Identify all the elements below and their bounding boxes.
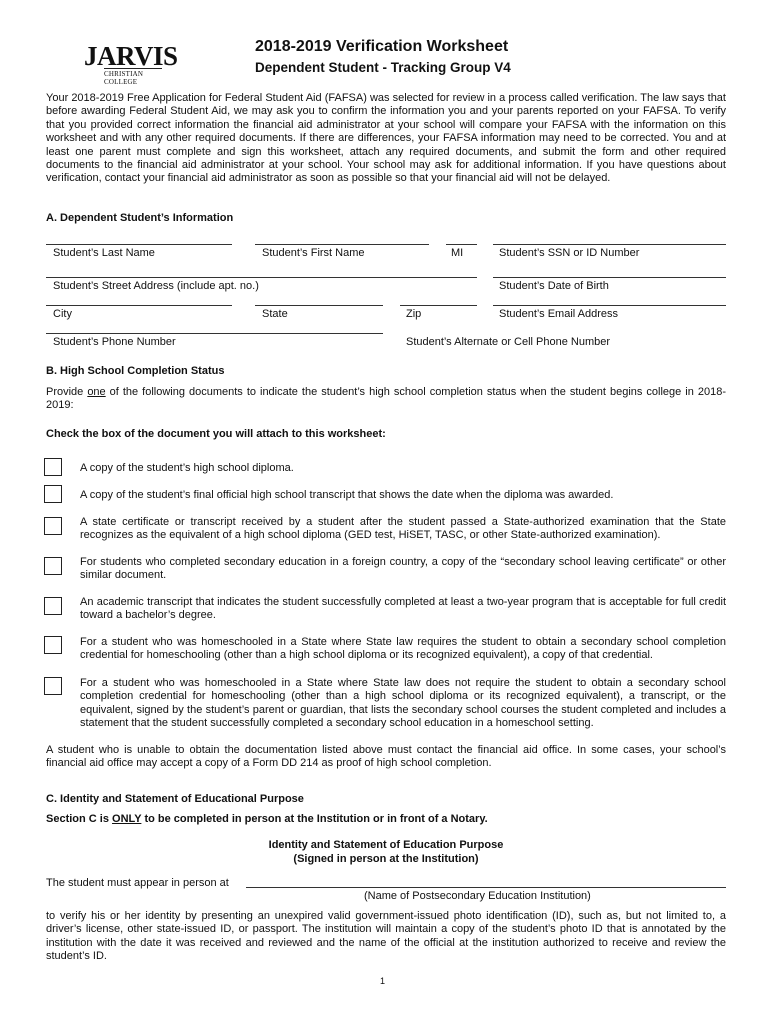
check-heading: Check the box of the document you will attach to this worksheet: [46, 428, 386, 440]
checkbox-state-certificate[interactable] [44, 517, 62, 535]
ssn-field[interactable] [493, 244, 726, 245]
email-field[interactable] [493, 305, 726, 306]
option-academic-transcript: An academic transcript that indicates the student successfully completed at least a two-year program that is acceptable for full credit toward a bachelor’s degree. [80, 596, 726, 622]
option-transcript: A copy of the student’s final official high school transcript that shows the date when the diploma was awarded. [80, 489, 614, 501]
logo-sub-text: CHRISTIAN COLLEGE [104, 68, 162, 86]
section-c-subtitle [46, 839, 726, 866]
mi-field[interactable] [446, 244, 477, 245]
dob-field[interactable] [493, 277, 726, 278]
checkbox-homeschool-transcript[interactable] [44, 677, 62, 695]
zip-label: Zip [406, 308, 422, 320]
checkbox-diploma[interactable] [44, 458, 62, 476]
page-number: 1 [380, 976, 386, 986]
state-label: State [262, 308, 288, 320]
first-name-label: Student’s First Name [262, 247, 365, 259]
page-subtitle: Dependent Student - Tracking Group V4 [255, 60, 511, 75]
option-homeschool-credential: For a student who was homeschooled in a State where State law requires the student to obtain a secondary school completion credential for homeschooling (other than a high school diploma or its recognized equivalent), a copy of that credential. [80, 636, 726, 662]
checkbox-academic-transcript[interactable] [44, 597, 62, 615]
last-name-label: Student’s Last Name [53, 247, 155, 259]
intro-paragraph: Your 2018-2019 Free Application for Federal Student Aid (FAFSA) was selected for review in a process called verification. The law says that before awarding Federal Student Aid, we may ask you to confirm the information you and your parents reported on your FAFSA. To verify that you provided correct information the financial aid administrator at your school will compare your FAFSA with the information on this worksheet and with any other required documents. If there are differences, your FAFSA information may need to be corrected. You and at least one parent must complete and sign this worksheet, attach any required documents, and submit the form and other required documents to the financial aid administrator at your school. Your school may ask for additional information. If you have questions about verification, contact your financial aid administrator as soon as possible so that your financial aid will not be delayed. [46, 92, 726, 185]
institution-caption: (Name of Postsecondary Education Institution) [364, 890, 591, 902]
city-field[interactable] [46, 305, 232, 306]
zip-field[interactable] [400, 305, 477, 306]
mi-label: MI [451, 247, 464, 259]
dob-label: Student’s Date of Birth [499, 280, 609, 292]
phone-field[interactable] [46, 333, 383, 334]
alt-phone-label: Student’s Alternate or Cell Phone Number [406, 336, 611, 348]
institution-name-field[interactable] [246, 887, 726, 888]
verify-paragraph: to verify his or her identity by presenting an unexpired valid government-issued photo identification (ID), such as, but not limited to, a driver’s license, other state-issued ID, or passport. The institution will maintain a copy of the student’s photo ID that is annotated by the institution with the date it was received and reviewed and the name of the official at the institution authorized to receive and review the student’s ID. [46, 910, 726, 963]
section-c-subtitle-line2: (Signed in person at the Institution) [293, 852, 479, 865]
option-foreign-certificate: For students who completed secondary education in a foreign country, a copy of the “secondary school leaving certificate” or other similar document. [80, 556, 726, 582]
option-diploma: A copy of the student’s high school diploma. [80, 462, 294, 474]
page-title: 2018-2019 Verification Worksheet [255, 38, 509, 55]
first-name-field[interactable] [255, 244, 429, 245]
last-name-field[interactable] [46, 244, 232, 245]
logo-main-text: JARVIS [84, 41, 178, 71]
email-label: Student’s Email Address [499, 308, 619, 320]
checkbox-transcript[interactable] [44, 485, 62, 503]
checkbox-homeschool-credential[interactable] [44, 636, 62, 654]
state-field[interactable] [255, 305, 383, 306]
section-a-heading: A. Dependent Student’s Information [46, 212, 234, 224]
appear-label: The student must appear in person at [46, 877, 229, 889]
section-c-note: Section C is ONLY to be completed in person at the Institution or in front of a Notary. [46, 813, 488, 825]
checkbox-foreign-certificate[interactable] [44, 557, 62, 575]
section-b-heading: B. High School Completion Status [46, 365, 225, 377]
option-homeschool-transcript: For a student who was homeschooled in a State where State law does not require the student to obtain a secondary school completion credential for homeschooling (other than a high school diploma or its recognized equivalent), a transcript, or the equivalent, signed by the student’s parent or guardian, that lists the secondary school courses the student completed and includes a statement that the student successfully completed a secondary school education in a homeschool setting. [80, 677, 726, 730]
option-state-certificate: A state certificate or transcript received by a student after the student passed a State-authorized examination that the State recognizes as the equivalent of a high school diploma (GED test, HiSET, TASC, or other State-authorized examination). [80, 516, 726, 542]
section-b-footer: A student who is unable to obtain the documentation listed above must contact the financial aid office. In some cases, your school’s financial aid office may accept a copy of a Form DD 214 as proof of high school completion. [46, 744, 726, 770]
phone-label: Student’s Phone Number [53, 336, 176, 348]
ssn-label: Student’s SSN or ID Number [499, 247, 640, 259]
section-c-heading: C. Identity and Statement of Educational Purpose [46, 793, 304, 805]
section-b-intro: Provide one of the following documents to indicate the student’s high school completion status when the student begins college in 2018-2019: [46, 386, 726, 412]
city-label: City [53, 308, 72, 320]
section-c-subtitle-line1: Identity and Statement of Education Purpose [268, 839, 504, 851]
college-logo [84, 41, 178, 86]
street-label: Student’s Street Address (include apt. no.) [53, 280, 259, 292]
street-field[interactable] [46, 277, 477, 278]
